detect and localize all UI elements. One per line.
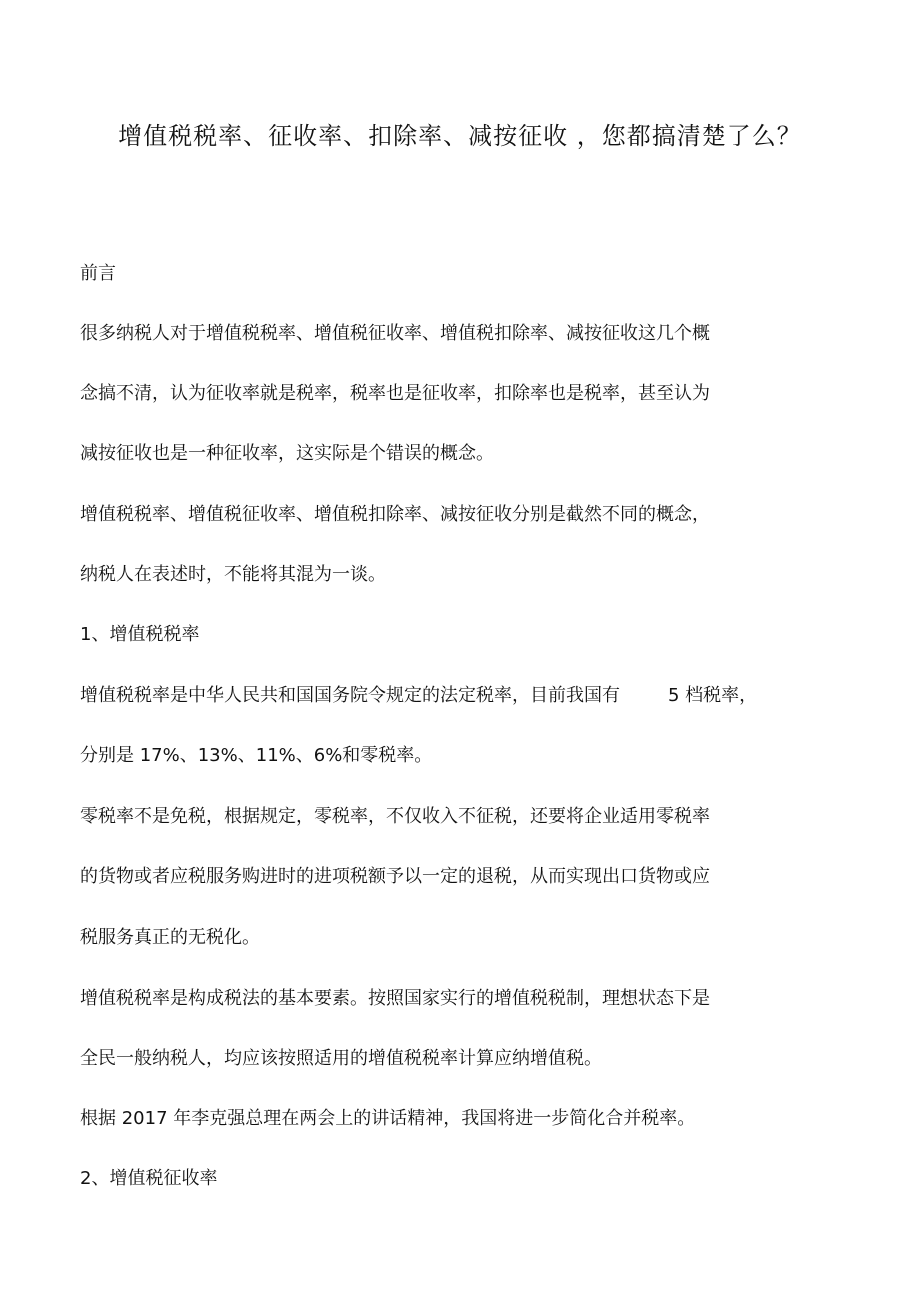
paragraph-line: 的货物或者应税服务购进时的进项税额予以一定的退税，从而实现出口货物或应: [80, 866, 710, 887]
paragraph-line: [80, 682, 757, 710]
paragraph-line: 税服务真正的无税化。: [80, 927, 260, 948]
section-heading-levy-rate: 2、增值税征收率: [80, 1168, 218, 1189]
paragraph-text: 增值税税率是中华人民共和国国务院令规定的法定税率，目前我国有: [80, 685, 620, 706]
paragraph-line: 念搞不清，认为征收率就是税率，税率也是征收率，扣除率也是税率，甚至认为: [80, 383, 710, 404]
paragraph-line: 零税率不是免税，根据规定，零税率，不仅收入不征税，还要将企业适用零税率: [80, 806, 710, 827]
paragraph-text: 5 档税率，: [668, 685, 758, 706]
paragraph-line: 很多纳税人对于增值税税率、增值税征收率、增值税扣除率、减按征收这几个概: [80, 323, 710, 344]
document-title: 增值税税率、征收率、扣除率、减按征收 ，您都搞清楚了么？: [118, 122, 802, 150]
paragraph-line: 分别是 17%、13%、11%、6%和零税率。: [80, 745, 433, 766]
section-heading-preface: 前言: [80, 263, 116, 284]
paragraph-line: 纳税人在表述时，不能将其混为一谈。: [80, 564, 386, 585]
paragraph-line: 根据 2017 年李克强总理在两会上的讲话精神，我国将进一步简化合并税率。: [80, 1108, 696, 1129]
paragraph-line: 增值税税率、增值税征收率、增值税扣除率、减按征收分别是截然不同的概念，: [80, 504, 710, 525]
paragraph-line: 增值税税率是构成税法的基本要素。按照国家实行的增值税税制，理想状态下是: [80, 988, 710, 1009]
section-heading-vat-rate: 1、增值税税率: [80, 624, 200, 645]
paragraph-line: 全民一般纳税人，均应该按照适用的增值税税率计算应纳增值税。: [80, 1048, 602, 1069]
paragraph-line: 减按征收也是一种征收率，这实际是个错误的概念。: [80, 443, 494, 464]
